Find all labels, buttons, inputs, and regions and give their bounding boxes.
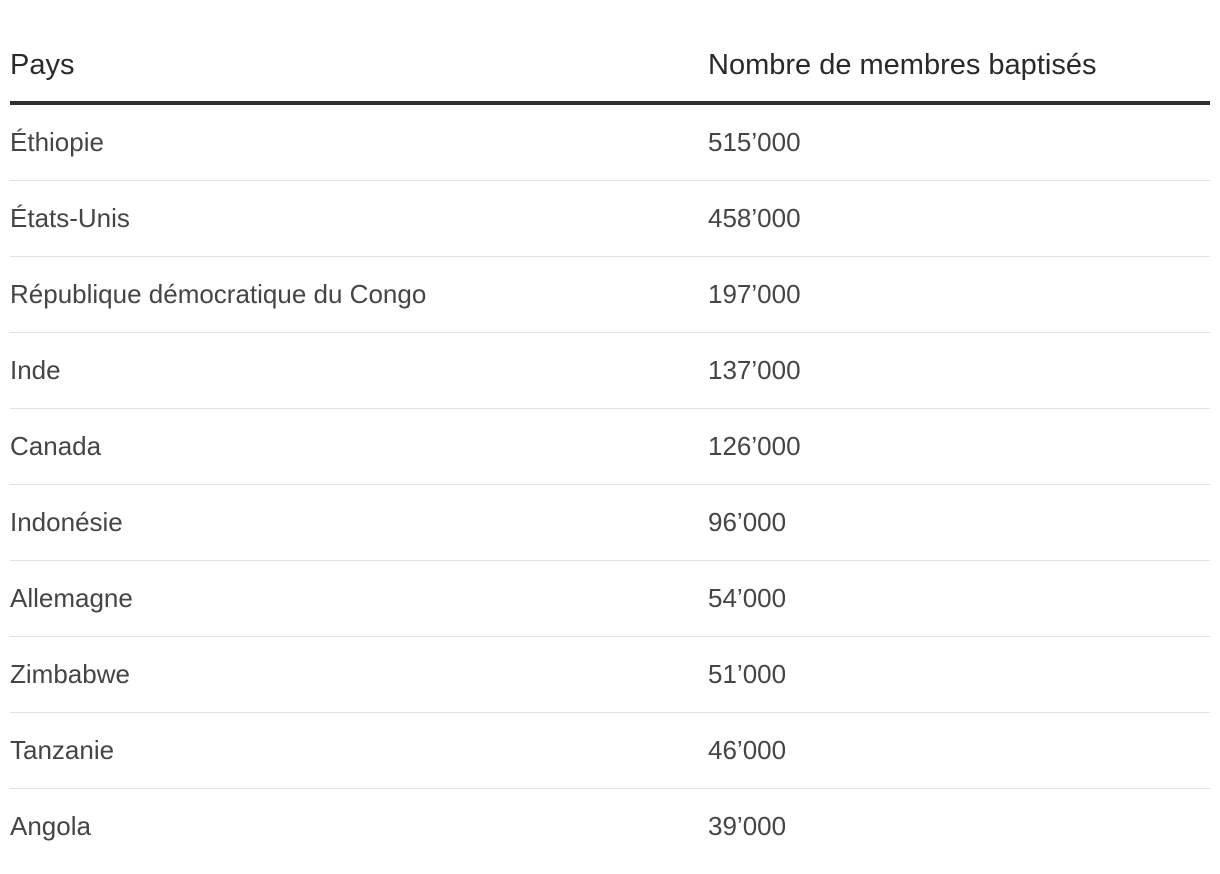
country-cell: Tanzanie bbox=[10, 713, 708, 789]
members-cell: 197’000 bbox=[708, 257, 1210, 333]
country-cell: États-Unis bbox=[10, 181, 708, 257]
country-cell: Inde bbox=[10, 333, 708, 409]
members-cell: 96’000 bbox=[708, 485, 1210, 561]
country-cell: Zimbabwe bbox=[10, 637, 708, 713]
table-row bbox=[10, 637, 1210, 713]
members-cell: 515’000 bbox=[708, 103, 1210, 181]
table-header bbox=[10, 30, 1210, 103]
table-row bbox=[10, 485, 1210, 561]
members-cell: 126’000 bbox=[708, 409, 1210, 485]
table-body bbox=[10, 103, 1210, 864]
table-row bbox=[10, 561, 1210, 637]
country-cell: Canada bbox=[10, 409, 708, 485]
column-header-members: Nombre de membres baptisés bbox=[708, 30, 1210, 103]
table-row bbox=[10, 409, 1210, 485]
members-cell: 458’000 bbox=[708, 181, 1210, 257]
table-row bbox=[10, 789, 1210, 865]
country-cell: République démocratique du Congo bbox=[10, 257, 708, 333]
members-by-country-table bbox=[10, 30, 1210, 864]
column-header-country: Pays bbox=[10, 30, 708, 103]
table-row bbox=[10, 257, 1210, 333]
table-row bbox=[10, 181, 1210, 257]
members-cell: 51’000 bbox=[708, 637, 1210, 713]
country-cell: Indonésie bbox=[10, 485, 708, 561]
country-cell: Allemagne bbox=[10, 561, 708, 637]
country-cell: Éthiopie bbox=[10, 103, 708, 181]
table-row bbox=[10, 333, 1210, 409]
country-cell: Angola bbox=[10, 811, 91, 841]
header-row bbox=[10, 30, 1210, 103]
table-row bbox=[10, 103, 1210, 181]
members-cell: 54’000 bbox=[708, 561, 1210, 637]
members-cell: 46’000 bbox=[708, 713, 1210, 789]
members-cell: 39’000 bbox=[708, 811, 787, 841]
members-table-container bbox=[10, 30, 1210, 864]
members-cell: 137’000 bbox=[708, 333, 1210, 409]
table-row bbox=[10, 713, 1210, 789]
